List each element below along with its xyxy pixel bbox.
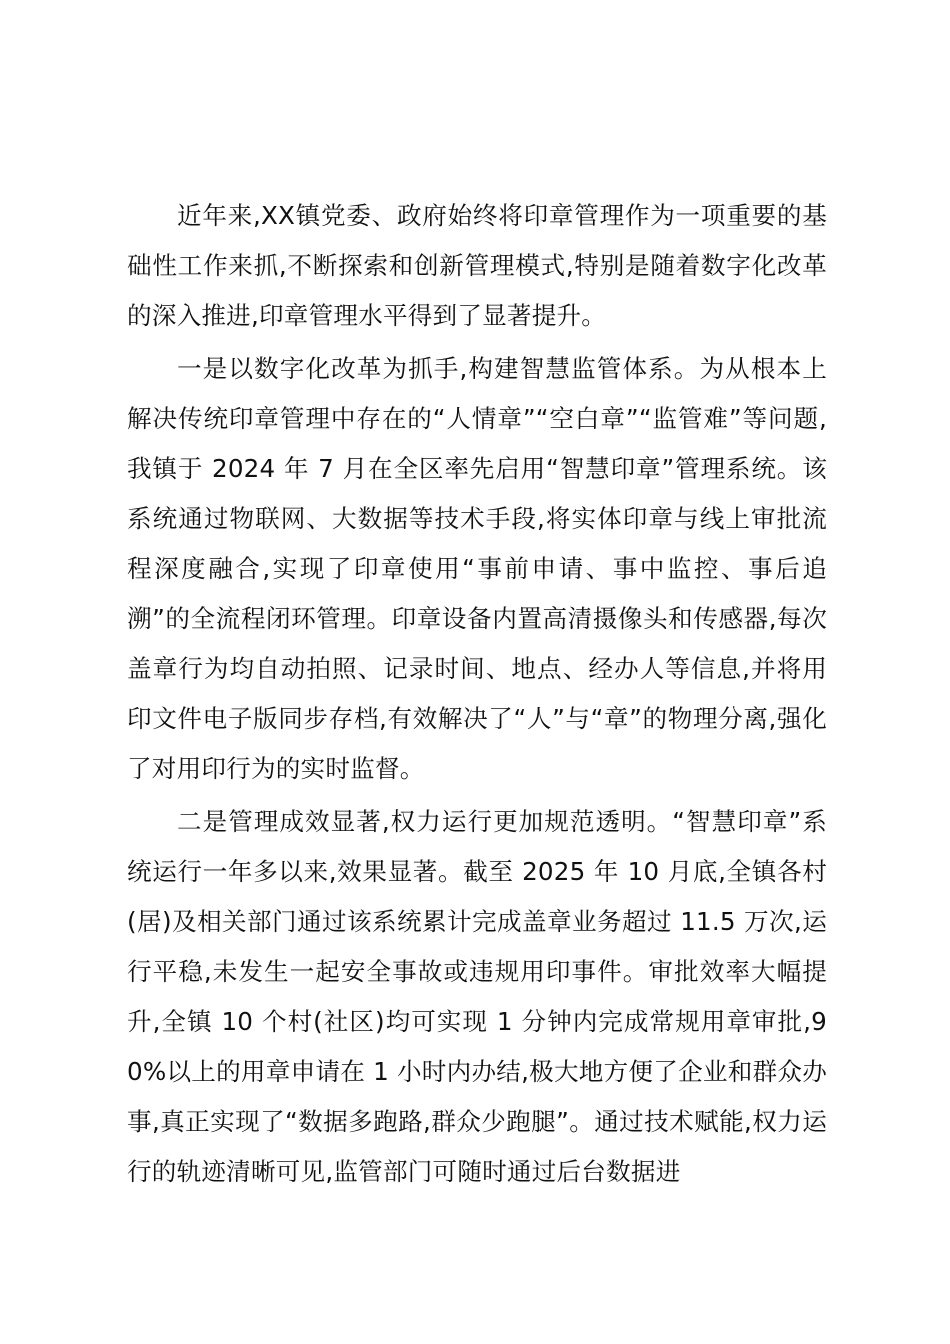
document-body xyxy=(127,191,827,1200)
paragraph-digital-reform: 一是以数字化改革为抓手,构建智慧监管体系。为从根本上解决传统印章管理中存在的“人情章”“空白章”“监管难”等问题,我镇于 2024 年 7 月在全区率先启用“智慧印章”管理系统。该系统通过物联网、大数据等技术手段,将实体印章与线上审批流程深度融合,实现了印章使用“事前申请、事中监控、事后追溯”的全流程闭环管理。印章设备内置高清摄像头和传感器,每次盖章行为均自动拍照、记录时间、地点、经办人等信息,并将用印文件电子版同步存档,有效解决了“人”与“章”的物理分离,强化了对用印行为的实时监督。 xyxy=(127,354,827,783)
paragraph-intro: 近年来,XX镇党委、政府始终将印章管理作为一项重要的基础性工作来抓,不断探索和创新管理模式,特别是随着数字化改革的深入推进,印章管理水平得到了显著提升。 xyxy=(127,201,827,330)
paragraph-management-results: 二是管理成效显著,权力运行更加规范透明。“智慧印章”系统运行一年多以来,效果显著。截至 2025 年 10 月底,全镇各村(居)及相关部门通过该系统累计完成盖章业务超过 11.5 万次,运行平稳,未发生一起安全事故或违规用印事件。审批效率大幅提升,全镇 10 个村(社区)均可实现 1 分钟内完成常规用章审批,90%以上的用章申请在 1 小时内办结,极大地方便了企业和群众办事,真正实现了“数据多跑路,群众少跑腿”。通过技术赋能,权力运行的轨迹清晰可见,监管部门可随时通过后台数据进 xyxy=(127,807,827,1186)
